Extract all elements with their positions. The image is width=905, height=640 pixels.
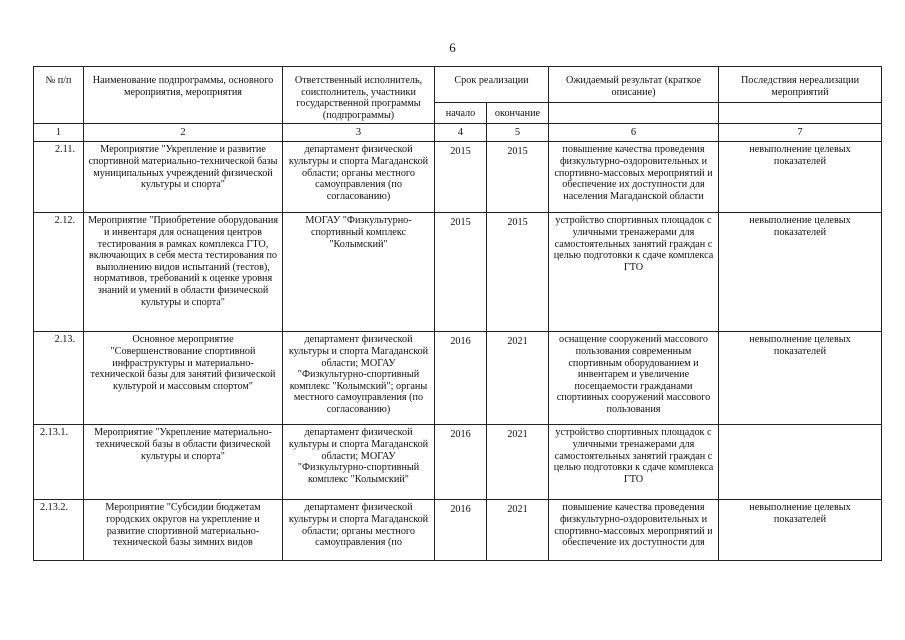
- header-consequence-empty: [719, 103, 882, 124]
- row-name: Мероприятие "Укрепление и развитие спортивной материально-технической базы муниципальных учреждений физической культуры и спорта": [84, 142, 283, 213]
- table-row: [34, 332, 882, 425]
- row-end: 2021: [487, 332, 549, 425]
- header-row: [34, 67, 882, 103]
- column-number: 5: [487, 124, 549, 142]
- column-number: 4: [435, 124, 487, 142]
- column-number: 2: [84, 124, 283, 142]
- page-number: 6: [449, 40, 456, 55]
- row-responsible: МОГАУ "Физкультурно-спортивный комплекс "Колымский": [283, 213, 435, 332]
- row-consequence: невыполнение целевых показателей: [719, 213, 882, 332]
- row-consequence: невыполнение целевых показателей: [719, 332, 882, 425]
- header-result-empty: [549, 103, 719, 124]
- row-consequence: невыполнение целевых показателей: [719, 500, 882, 561]
- header-result: Ожидаемый результат (краткое описание): [549, 67, 719, 103]
- row-end: 2015: [487, 142, 549, 213]
- row-number: 2.11.: [34, 142, 84, 213]
- row-result: повышение качества проведения физкультурно-оздоровительных и спортивно-массовых мероприятий и обеспечение их доступности для населения Магаданской области: [549, 142, 719, 213]
- row-number: 2.13.: [34, 332, 84, 425]
- column-number: 7: [719, 124, 882, 142]
- table-row: [34, 142, 882, 213]
- row-name: Мероприятие "Субсидии бюджетам городских округов на укрепление и развитие спортивной материально-технической базы зимних видов: [84, 500, 283, 561]
- row-end: 2021: [487, 425, 549, 500]
- header-consequence: Последствия нереализации мероприятий: [719, 67, 882, 103]
- row-number: 2.12.: [34, 213, 84, 332]
- header-term: Срок реализации: [435, 67, 549, 103]
- row-start: 2016: [435, 500, 487, 561]
- row-result: устройство спортивных площадок с уличными тренажерами для самостоятельных занятий граждан с целью подготовки к сдаче комплекса ГТО: [549, 213, 719, 332]
- row-name: Мероприятие "Укрепление материально-технической базы в области физической культуры и спорта": [84, 425, 283, 500]
- header-no: № п/п: [34, 67, 84, 124]
- row-responsible: департамент физической культуры и спорта Магаданской области; органы местного самоуправления (по согласованию): [283, 142, 435, 213]
- program-table: [33, 66, 882, 561]
- row-number: 2.13.2.: [34, 500, 84, 561]
- row-responsible: департамент физической культуры и спорта Магаданской области; МОГАУ "Физкультурно-спортивный комплекс "Колымский": [283, 425, 435, 500]
- row-number: 2.13.1.: [34, 425, 84, 500]
- row-start: 2016: [435, 425, 487, 500]
- row-consequence: [719, 425, 882, 500]
- column-number: 1: [34, 124, 84, 142]
- row-start: 2016: [435, 332, 487, 425]
- header-name: Наименование подпрограммы, основного мероприятия, мероприятия: [84, 67, 283, 124]
- row-start: 2015: [435, 213, 487, 332]
- row-result: повышение качества проведения физкультурно-оздоровительных и спортивно-массовых мероприятий и обеспечение их доступности для: [549, 500, 719, 561]
- column-number: 6: [549, 124, 719, 142]
- row-name: Основное мероприятие "Совершенствование спортивной инфраструктуры и материально-технической базы для занятий физической культурой и массовым спортом": [84, 332, 283, 425]
- column-number-row: [34, 124, 882, 142]
- row-consequence: невыполнение целевых показателей: [719, 142, 882, 213]
- column-number: 3: [283, 124, 435, 142]
- row-end: 2021: [487, 500, 549, 561]
- row-responsible: департамент физической культуры и спорта Магаданской области; МОГАУ "Физкультурно-спортивный комплекс "Колымский"; органы местного самоуправления (по согласованию): [283, 332, 435, 425]
- row-result: оснащение сооружений массового пользования современным спортивным оборудованием и инвентарем и увеличение посещаемости гражданами спортивных сооружений массового пользования: [549, 332, 719, 425]
- table-row: [34, 213, 882, 332]
- row-start: 2015: [435, 142, 487, 213]
- header-start: начало: [435, 103, 487, 124]
- table-row: [34, 500, 882, 561]
- row-responsible: департамент физической культуры и спорта Магаданской области; органы местного самоуправления (по: [283, 500, 435, 561]
- row-name: Мероприятие "Приобретение оборудования и инвентаря для оснащения центров тестирования в рамках комплекса ГТО, включающих в себя места тестирования по выполнению видов испытаний (тестов), нормативов, требований к оценке уровня знаний и умений в области физической культуры и спорта": [84, 213, 283, 332]
- header-responsible: Ответственный исполнитель, соисполнитель, участники государственной программы (подпрограммы): [283, 67, 435, 124]
- row-result: устройство спортивных площадок с уличными тренажерами для самостоятельных занятий граждан с целью подготовки к сдаче комплекса ГТО: [549, 425, 719, 500]
- row-end: 2015: [487, 213, 549, 332]
- header-end: окончание: [487, 103, 549, 124]
- table-row: [34, 425, 882, 500]
